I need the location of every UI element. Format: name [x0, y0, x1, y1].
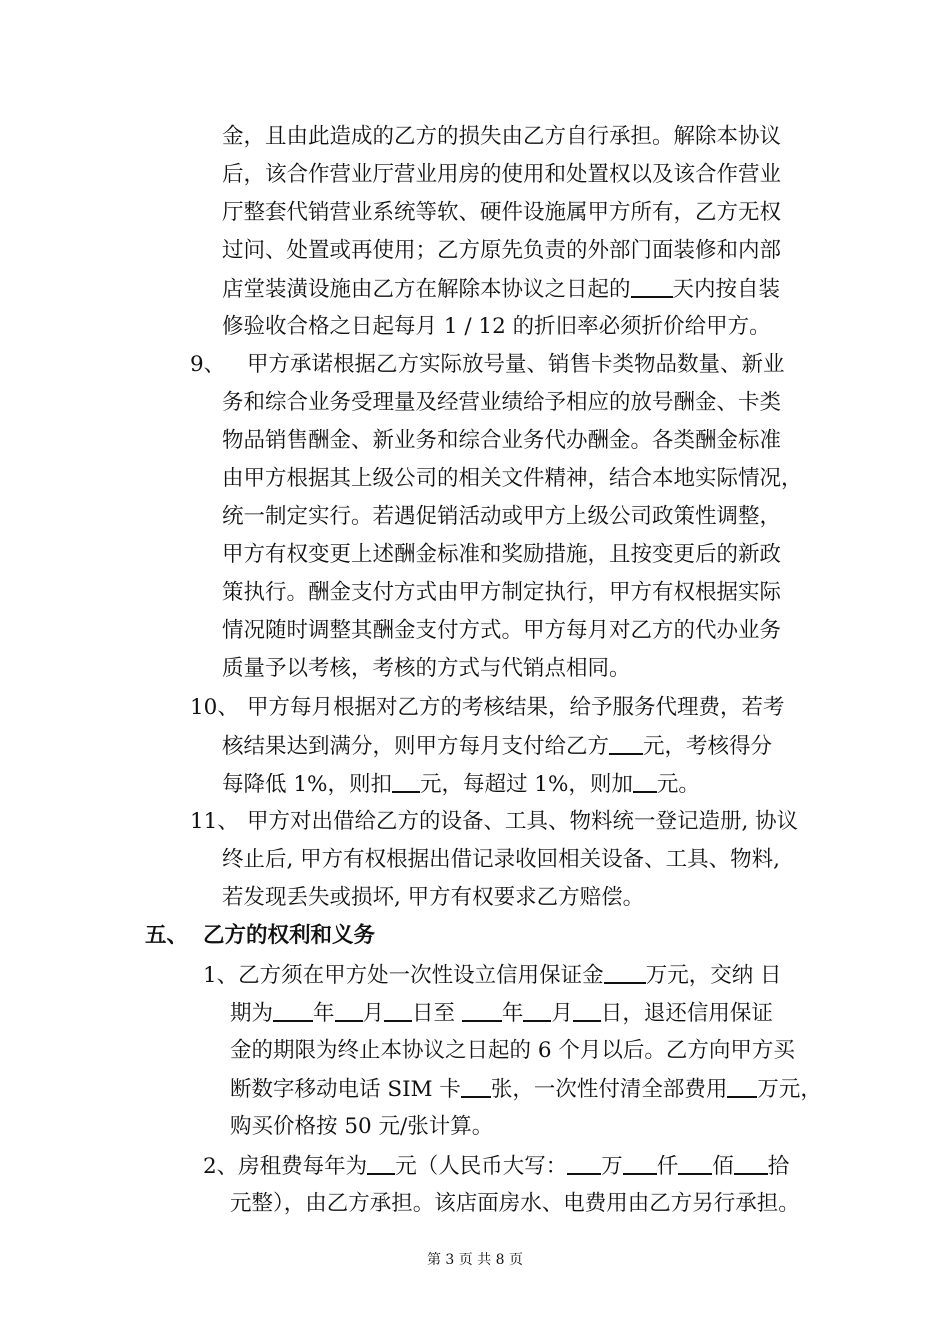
text-fragment: 店堂装潢设施由乙方在解除本协议之日起的	[222, 277, 631, 302]
text-fragment: 元，每超过 1%，则加	[419, 772, 633, 797]
text-fragment: 张，一次性付清全部费用	[490, 1077, 728, 1102]
text-fragment: 年	[313, 1001, 335, 1026]
blank-field	[727, 1074, 757, 1098]
text-line: 金的期限为终止本协议之日起的 6 个月以后。乙方向甲方买	[230, 1038, 795, 1063]
item-number: 11、	[190, 809, 239, 834]
text-fragment: 月	[551, 1001, 573, 1026]
text-fragment: 元，考核得分	[643, 734, 773, 759]
text-fragment: 月	[362, 1001, 385, 1026]
text-fragment: 断数字移动电话 SIM 卡	[230, 1077, 461, 1102]
text-line: 元整），由乙方承担。该店面房水、电费用由乙方另行承担。	[230, 1191, 800, 1216]
text-fragment: 元（人民币大写：	[395, 1154, 568, 1179]
text-line: 购买价格按 50 元/张计算。	[230, 1114, 494, 1139]
text-line: 物品销售酬金、新业务和综合业务代办酬金。各类酬金标准	[222, 428, 782, 453]
blank-field	[367, 1151, 395, 1175]
text-line: 甲方每月根据对乙方的考核结果，给予服务代理费，若考	[247, 695, 785, 720]
blank-field	[462, 998, 502, 1022]
blank-field	[631, 274, 673, 298]
text-line	[222, 731, 772, 761]
text-fragment: 每降低 1%，则扣	[222, 772, 392, 797]
text-fragment: 万元，交纳 日	[645, 963, 782, 988]
text-line: 由甲方根据其上级公司的相关文件精神，结合本地实际情况，	[222, 466, 803, 491]
text-fragment: 拾	[767, 1154, 790, 1179]
text-fragment: 仟	[656, 1154, 679, 1179]
text-line	[230, 1074, 822, 1104]
text-line	[222, 769, 700, 799]
text-fragment: 元。	[656, 772, 700, 797]
blank-field	[633, 769, 657, 793]
text-line	[222, 274, 780, 304]
text-line: 甲方承诺根据乙方实际放号量、销售卡类物品数量、新业	[247, 352, 785, 377]
blank-field	[392, 769, 420, 793]
text-fragment: 年	[501, 1001, 524, 1026]
blank-field	[523, 998, 551, 1022]
text-fragment: 万	[601, 1154, 623, 1179]
text-line: 若发现丢失或损坏, 甲方有权要求乙方赔偿。	[222, 885, 645, 910]
text-line: 甲方有权变更上述酬金标准和奖励措施，且按变更后的新政	[222, 542, 782, 567]
text-fragment: 佰	[712, 1154, 734, 1179]
text-line: 情况随时调整其酬金支付方式。甲方每月对乙方的代办业务	[222, 618, 782, 643]
text-line: 终止后, 甲方有权根据出借记录收回相关设备、工具、物料,	[222, 847, 781, 872]
blank-field	[734, 1151, 768, 1175]
text-line: 甲方对出借给乙方的设备、工具、物料统一登记造册, 协议	[247, 809, 799, 834]
text-line: 后，该合作营业厅营业用房的使用和处置权以及该合作营业	[222, 162, 782, 187]
text-line	[203, 960, 782, 990]
item-number: 9、	[190, 352, 226, 377]
text-fragment: 天内按自装	[672, 277, 781, 302]
section-number: 五、	[145, 923, 189, 948]
blank-field	[273, 998, 313, 1022]
blank-field	[604, 960, 646, 984]
text-fragment: 1、乙方须在甲方处一次性设立信用保证金	[203, 963, 604, 988]
text-fragment: 核结果达到满分，则甲方每月支付给乙方	[222, 734, 610, 759]
page-footer: 第 3 页 共 8 页	[426, 1252, 524, 1268]
text-line: 修验收合格之日起每月 1 / 12 的折旧率必须折价给甲方。	[222, 314, 771, 339]
blank-field	[461, 1074, 491, 1098]
text-fragment: 2、房租费每年为	[203, 1154, 368, 1179]
blank-field	[609, 731, 643, 755]
section-title: 乙方的权利和义务	[203, 923, 376, 948]
text-line	[230, 998, 773, 1028]
text-line: 厅整套代销营业系统等软、硬件设施属甲方所有，乙方无权	[222, 200, 782, 225]
text-fragment: 日，退还信用保证	[600, 1001, 773, 1026]
text-line: 务和综合业务受理量及经营业绩给予相应的放号酬金、卡类	[222, 390, 782, 415]
text-fragment: 期为	[230, 1001, 274, 1026]
blank-field	[567, 1151, 601, 1175]
blank-field	[573, 998, 601, 1022]
text-fragment: 万元，	[757, 1077, 822, 1102]
text-line: 金，且由此造成的乙方的损失由乙方自行承担。解除本协议	[222, 124, 782, 149]
text-line: 质量予以考核，考核的方式与代销点相同。	[222, 656, 631, 681]
blank-field	[623, 1151, 657, 1175]
item-number: 10、	[190, 695, 239, 720]
blank-field	[335, 998, 363, 1022]
text-line	[203, 1151, 789, 1181]
text-line: 统一制定实行。若遇促销活动或甲方上级公司政策性调整，	[222, 504, 782, 529]
blank-field	[678, 1151, 712, 1175]
text-line: 策执行。酬金支付方式由甲方制定执行，甲方有权根据实际	[222, 580, 782, 605]
blank-field	[384, 998, 412, 1022]
text-fragment: 日至	[412, 1001, 462, 1026]
text-line: 过问、处置或再使用；乙方原先负责的外部门面装修和内部	[222, 238, 782, 263]
